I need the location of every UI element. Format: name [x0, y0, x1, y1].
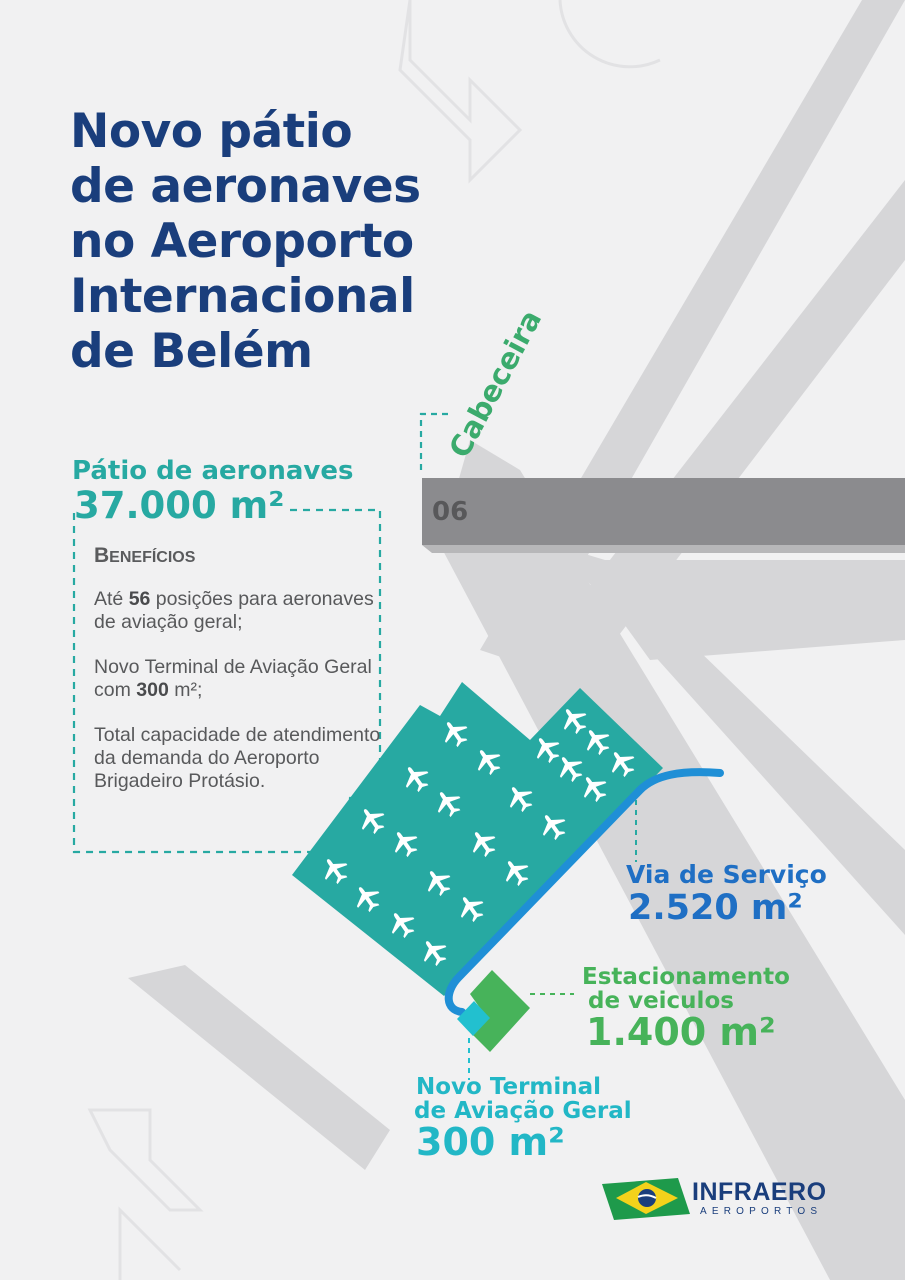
- runway-06: [422, 478, 905, 553]
- infraero-logo: [600, 1176, 840, 1222]
- runway-number: 06: [432, 497, 469, 527]
- benefits-box: [94, 544, 384, 815]
- benefit-item: Até 56 posições para aeronaves de aviação geral;: [94, 588, 374, 633]
- threshold-label: Cabeceira: [442, 304, 549, 464]
- title-line: Internacional: [70, 269, 415, 324]
- apron-label: Pátio de aeronaves: [72, 456, 354, 486]
- service-road-label: Via de Serviço: [626, 860, 827, 889]
- service-road-area: 2.520 m²: [628, 888, 803, 928]
- title-line: Novo pátio: [70, 104, 353, 159]
- apron-area-value: 37.000 m²: [74, 484, 285, 527]
- terminal-area-value: 300 m²: [416, 1120, 565, 1164]
- parking-label-2: de veiculos: [588, 988, 734, 1014]
- logo-subtitle: AEROPORTOS: [700, 1206, 823, 1217]
- parking-label-1: Estacionamento: [582, 964, 790, 990]
- logo-name: INFRAERO: [692, 1178, 827, 1206]
- title-line: de aeronaves: [70, 159, 421, 214]
- page-title: [70, 104, 421, 379]
- title-line: de Belém: [70, 324, 313, 379]
- benefit-item: Novo Terminal de Aviação Geral com 300 m²;: [94, 656, 372, 701]
- terminal-label-1: Novo Terminal: [416, 1074, 602, 1100]
- benefit-item: Total capacidade de atendimento da demanda do Aeroporto Brigadeiro Protásio.: [94, 724, 381, 792]
- brazil-flag-mark-icon: [600, 1176, 692, 1222]
- benefits-heading: BENEFÍCIOS: [94, 544, 196, 567]
- terminal-label-2: de Aviação Geral: [414, 1098, 632, 1124]
- parking-area-value: 1.400 m²: [586, 1010, 776, 1054]
- title-line: no Aeroporto: [70, 214, 414, 269]
